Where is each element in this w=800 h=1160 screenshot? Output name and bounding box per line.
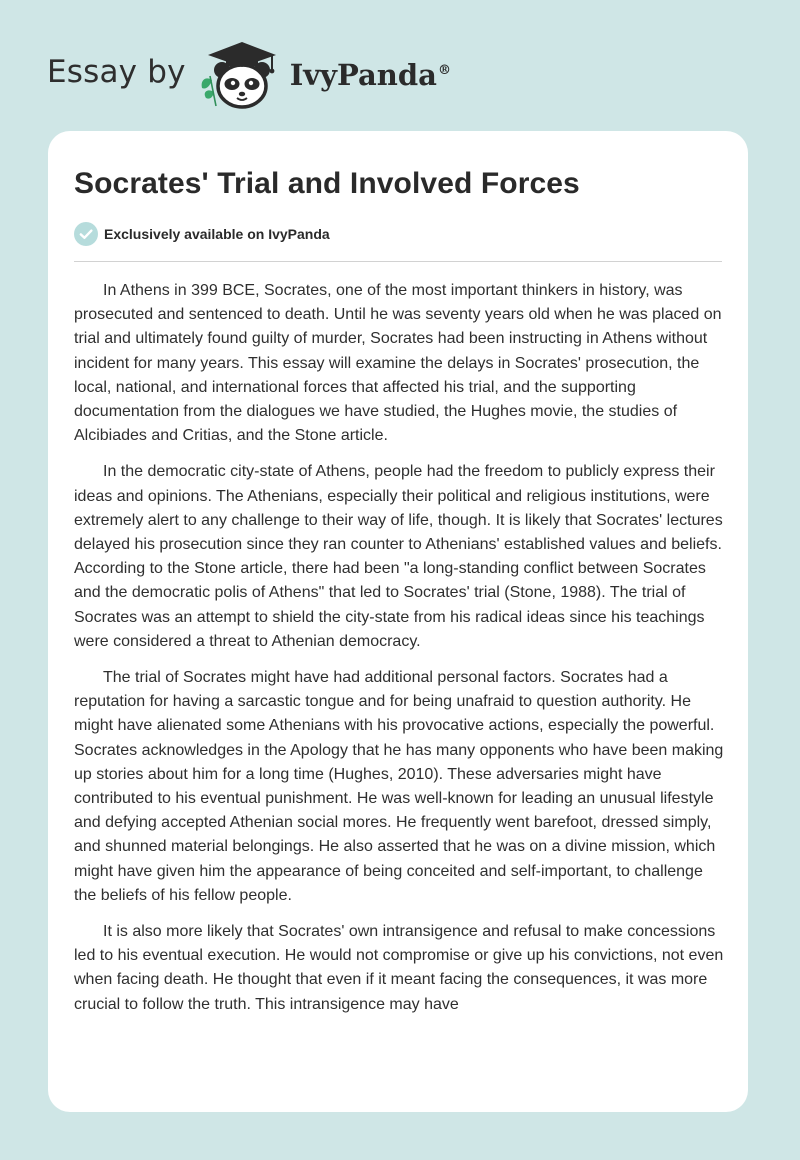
essay-card — [48, 131, 748, 1112]
paragraph: In Athens in 399 BCE, Socrates, one of the most important thinkers in history, was prosecuted and sentenced to death. Until he was seventy years old when he was placed on trial and ultimately found guilty of murder, Socrates had been instructing in Athens without incident for many years. This essay will examine the delays in Socrates' prosecution, the local, national, and international forces that affected his trial, and the supporting documentation from the dialogues we have studied, the Hughes movie, the studies of Alcibiades and Critias, and the Stone article. — [74, 282, 722, 445]
paragraph: It is also more likely that Socrates' own intransigence and refusal to make concessions led to his eventual execution. He would not compromise or give up his convictions, not even when facing death. He thought that even if it meant facing the consequences, it was more crucial to follow the truth. This intransigence may have — [74, 923, 724, 1013]
exclusive-badge — [74, 222, 330, 246]
check-circle-icon — [74, 222, 98, 246]
paragraph: The trial of Socrates might have had additional personal factors. Socrates had a reputation for having a sarcastic tongue and for being unafraid to question authority. He might have alienated some Athenians with his provocative actions, especially the powerful. Socrates acknowledges in the Apology that he has many opponents who have been making up stories about him for a long time (Hughes, 2010). These adversaries might have contributed to his eventual punishment. He was well-known for leading an unusual lifestyle and defying accepted Athenian social mores. He frequently went barefoot, dressed simply, and shunned material belongings. He also asserted that he was on a divine mission, which might have given him the appearance of being conceited and self-important, to challenge the beliefs of his fellow people. — [74, 669, 724, 904]
brand-header — [47, 36, 451, 112]
exclusive-badge-label: Exclusively available on IvyPanda — [104, 226, 330, 242]
essay-title: Socrates' Trial and Involved Forces — [74, 167, 580, 200]
essay-body — [74, 279, 724, 1029]
brand-name: IvyPanda® — [289, 58, 451, 92]
title-divider — [74, 261, 722, 262]
paragraph: In the democratic city-state of Athens, people had the freedom to publicly express their ideas and opinions. The Athenians, especially their political and religious institutions, were extremely alert to any challenge to their way of life, though. It is likely that Socrates' lectures delayed his prosecution since they ran counter to Athenians' established values and beliefs. According to the Stone article, there had been "a long-standing conflict between Socrates and the democratic polis of Athens" that led to Socrates' trial (Stone, 1988). The trial of Socrates was an attempt to shield the city-state from his radical ideas since his teachings were considered a threat to Athenian democracy. — [74, 463, 723, 650]
brand-prefix: Essay by — [47, 54, 186, 90]
panda-logo-icon — [196, 36, 288, 112]
registered-mark: ® — [437, 63, 451, 79]
